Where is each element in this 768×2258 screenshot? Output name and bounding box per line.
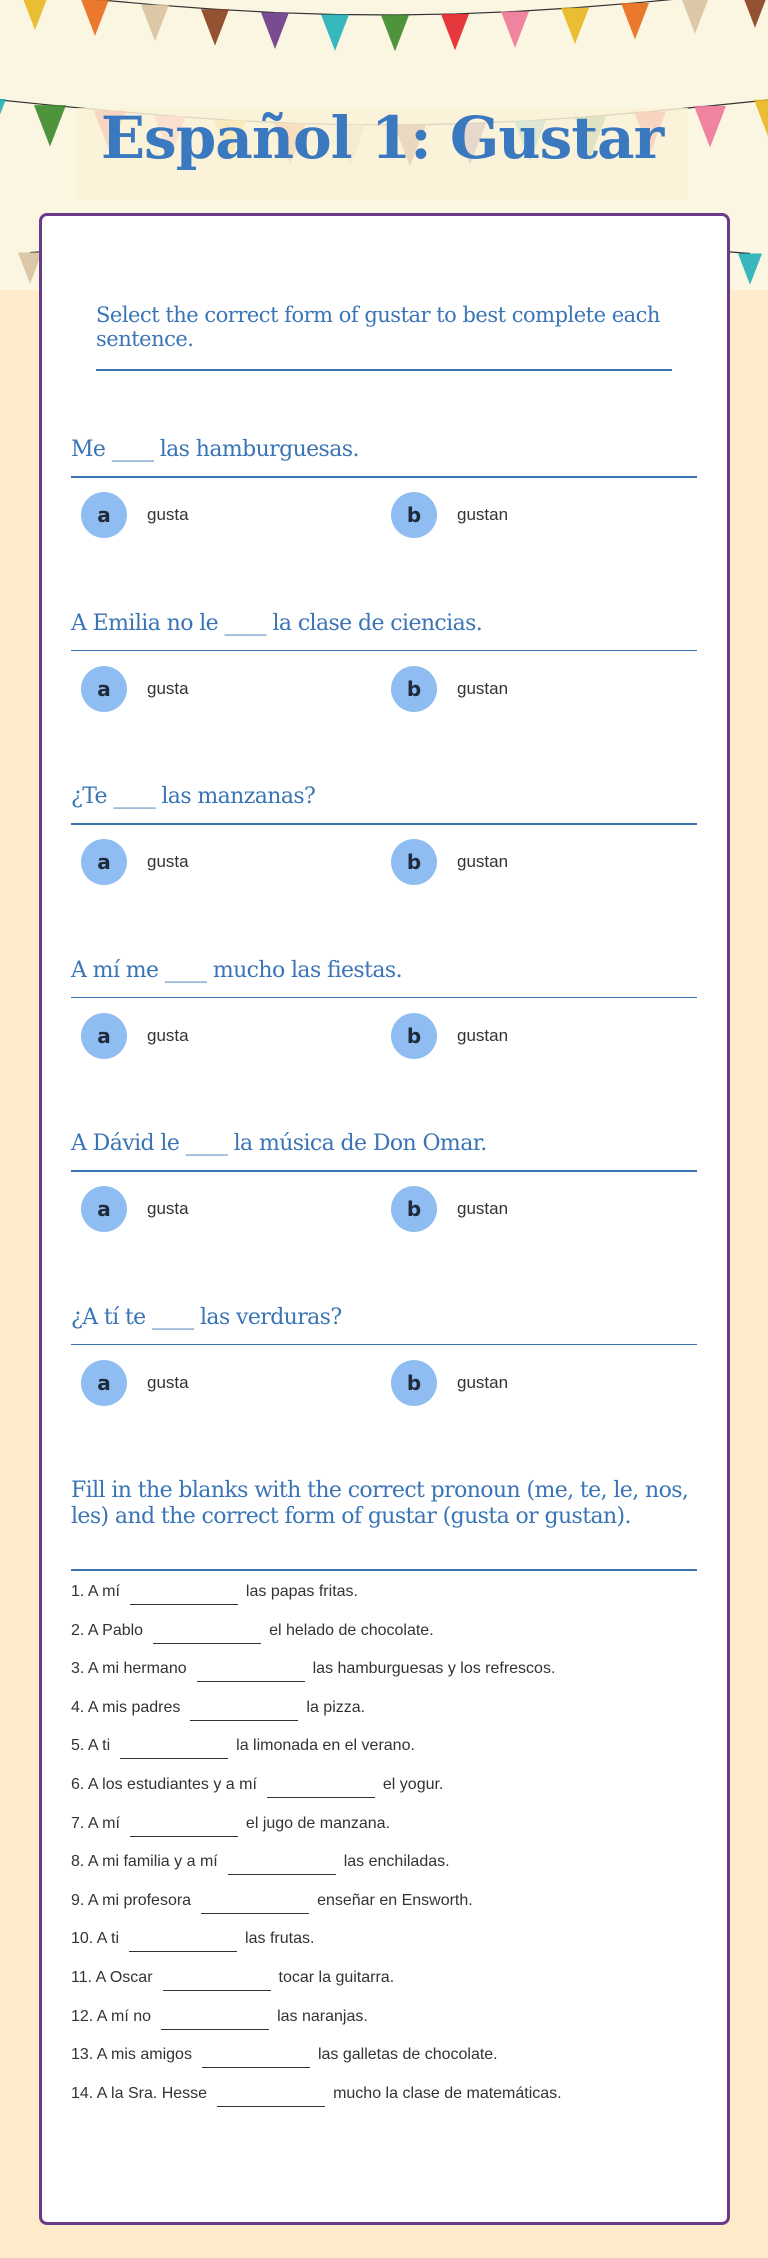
fill-item: [71, 2008, 368, 2030]
answer-blank-input[interactable]: [228, 1853, 336, 1875]
pennant-flag: [81, 0, 109, 36]
option-letter-badge: a: [81, 839, 127, 885]
option-letter-badge: a: [81, 1360, 127, 1406]
answer-blank-input[interactable]: [163, 1969, 271, 1991]
fill-item: [71, 1969, 394, 1991]
item-prefix: 1. A mí: [71, 1583, 120, 1600]
item-prefix: 7. A mí: [71, 1814, 120, 1832]
question-text: A Emilia no le ____ la clase de ciencias.: [71, 610, 483, 636]
answer-blank-input[interactable]: [267, 1776, 375, 1798]
instructions: Select the correct form of gustar to best complete each sentence.: [96, 303, 660, 351]
pennant-flag: [738, 254, 762, 285]
question-text: A Dávid le ____ la música de Don Omar.: [71, 1131, 487, 1156]
question-text: ¿A tí te ____ las verduras?: [71, 1304, 342, 1330]
answer-blank-input[interactable]: [129, 1930, 237, 1952]
item-prefix: 12. A mí no: [71, 2007, 152, 2025]
divider: [71, 997, 697, 999]
option-b[interactable]: [391, 492, 508, 538]
item-prefix: 3. A mi hermano: [71, 1660, 187, 1678]
divider: [71, 1344, 697, 1346]
item-suffix: las galletas de chocolate.: [317, 2046, 498, 2064]
option-letter-badge: a: [81, 666, 127, 712]
option-a[interactable]: [81, 492, 189, 538]
answer-blank-input[interactable]: [190, 1699, 298, 1721]
item-prefix: 10. A ti: [71, 1930, 120, 1948]
pennant-flag: [321, 14, 349, 50]
option-letter-badge: b: [391, 492, 437, 538]
option-a[interactable]: [81, 1360, 189, 1406]
item-suffix: enseñar en Ensworth.: [317, 1891, 473, 1909]
fill-item: [71, 2046, 498, 2068]
fill-item: [71, 1853, 450, 1875]
option-label: gusta: [147, 852, 189, 871]
item-prefix: 5. A ti: [71, 1737, 111, 1755]
option-letter-badge: b: [391, 1360, 437, 1406]
option-letter-badge: a: [81, 1186, 127, 1232]
pennant-flag: [201, 9, 229, 45]
fill-item: [71, 1892, 473, 1914]
option-letter-badge: a: [81, 1013, 127, 1059]
option-label: gusta: [147, 1025, 189, 1045]
item-suffix: el jugo de manzana.: [245, 1814, 391, 1832]
option-b[interactable]: [391, 1013, 508, 1059]
item-suffix: las papas fritas.: [245, 1583, 358, 1600]
option-b[interactable]: [391, 666, 508, 712]
option-a[interactable]: [81, 1186, 189, 1232]
answer-blank-input[interactable]: [153, 1622, 261, 1644]
item-prefix: 8. A mi familia y a mí: [71, 1853, 218, 1871]
fill-item: [71, 2085, 562, 2107]
item-prefix: 4. A mis padres: [71, 1698, 181, 1716]
option-label: gustan: [457, 678, 509, 698]
fill-in-title: Fill in the blanks with the correct pronoun (me, te, le, nos, les) and the correct form of gustar (gusta or gustan).: [71, 1478, 689, 1529]
item-suffix: tocar la guitarra.: [278, 1969, 395, 1986]
option-letter-badge: b: [391, 1186, 437, 1232]
option-letter-badge: b: [391, 839, 437, 885]
option-label: gustan: [457, 1372, 509, 1392]
fill-item: [71, 1815, 390, 1837]
fill-item: [71, 1737, 415, 1759]
pennant-flag: [561, 8, 589, 44]
divider: [71, 476, 697, 478]
fill-item: [71, 1622, 434, 1644]
question-text: A mí me ____ mucho las fiestas.: [71, 957, 402, 983]
option-label: gusta: [147, 678, 189, 698]
option-label: gusta: [147, 1199, 189, 1218]
fill-item: [71, 1699, 365, 1721]
option-letter-badge: b: [391, 666, 437, 712]
item-suffix: el yogur.: [382, 1776, 444, 1793]
question-text: Me ____ las hamburguesas.: [71, 437, 359, 462]
item-suffix: la pizza.: [306, 1698, 366, 1716]
answer-blank-input[interactable]: [217, 2085, 325, 2107]
answer-blank-input[interactable]: [130, 1815, 238, 1837]
item-prefix: 2. A Pablo: [71, 1621, 144, 1639]
page-title: Español 1: Gustar: [100, 104, 664, 172]
item-suffix: la limonada en el verano.: [236, 1737, 415, 1755]
answer-blank-input[interactable]: [161, 2008, 269, 2030]
option-label: gustan: [457, 1025, 509, 1045]
item-suffix: mucho la clase de matemáticas.: [333, 2084, 562, 2102]
divider: [71, 650, 697, 652]
pennant-flag: [441, 14, 469, 50]
option-b[interactable]: [391, 1360, 508, 1406]
option-letter-badge: a: [81, 492, 127, 538]
option-a[interactable]: [81, 1013, 189, 1059]
pennant-flag: [741, 0, 768, 28]
option-a[interactable]: [81, 666, 189, 712]
item-suffix: el helado de chocolate.: [269, 1621, 434, 1639]
divider: [71, 1170, 697, 1172]
divider: [71, 823, 697, 825]
item-prefix: 14. A la Sra. Hesse: [71, 2084, 208, 2102]
item-prefix: 9. A mi profesora: [71, 1891, 192, 1909]
option-label: gustan: [457, 1199, 509, 1218]
pennant-flag: [621, 3, 649, 39]
option-label: gustan: [457, 852, 509, 871]
divider: [96, 369, 672, 371]
question-text: ¿Te ____ las manzanas?: [71, 784, 316, 809]
answer-blank-input[interactable]: [197, 1660, 305, 1682]
fill-item: [71, 1583, 358, 1605]
item-suffix: las frutas.: [245, 1930, 315, 1948]
answer-blank-input[interactable]: [201, 1892, 309, 1914]
option-a[interactable]: [81, 839, 189, 885]
option-b[interactable]: [391, 1186, 508, 1232]
option-label: gusta: [147, 1372, 189, 1392]
option-b[interactable]: [391, 839, 508, 885]
pennant-flag: [501, 11, 529, 47]
item-suffix: las naranjas.: [277, 2007, 368, 2025]
fill-item: [71, 1930, 314, 1952]
pennant-flag: [261, 13, 289, 49]
fill-item: [71, 1660, 555, 1682]
divider: [71, 1569, 697, 1571]
pennant-flag: [754, 100, 768, 142]
answer-blank-input[interactable]: [120, 1737, 228, 1759]
option-label: gusta: [147, 505, 189, 524]
pennant-flag: [34, 105, 66, 147]
item-prefix: 6. A los estudiantes y a mí: [71, 1776, 257, 1793]
pennant-flag: [681, 0, 709, 34]
item-suffix: las hamburguesas y los refrescos.: [312, 1660, 556, 1678]
item-suffix: las enchiladas.: [343, 1853, 450, 1871]
pennant-flag: [0, 99, 6, 141]
option-label: gustan: [457, 505, 509, 524]
pennant-flag: [381, 15, 409, 51]
pennant-flag: [21, 0, 49, 30]
fill-item: [71, 1776, 443, 1798]
option-letter-badge: b: [391, 1013, 437, 1059]
answer-blank-input[interactable]: [202, 2046, 310, 2068]
pennant-flag: [694, 106, 726, 148]
item-prefix: 13. A mis amigos: [71, 2046, 192, 2064]
pennant-flag: [141, 5, 169, 41]
answer-blank-input[interactable]: [130, 1583, 238, 1605]
item-prefix: 11. A Oscar: [71, 1969, 153, 1986]
